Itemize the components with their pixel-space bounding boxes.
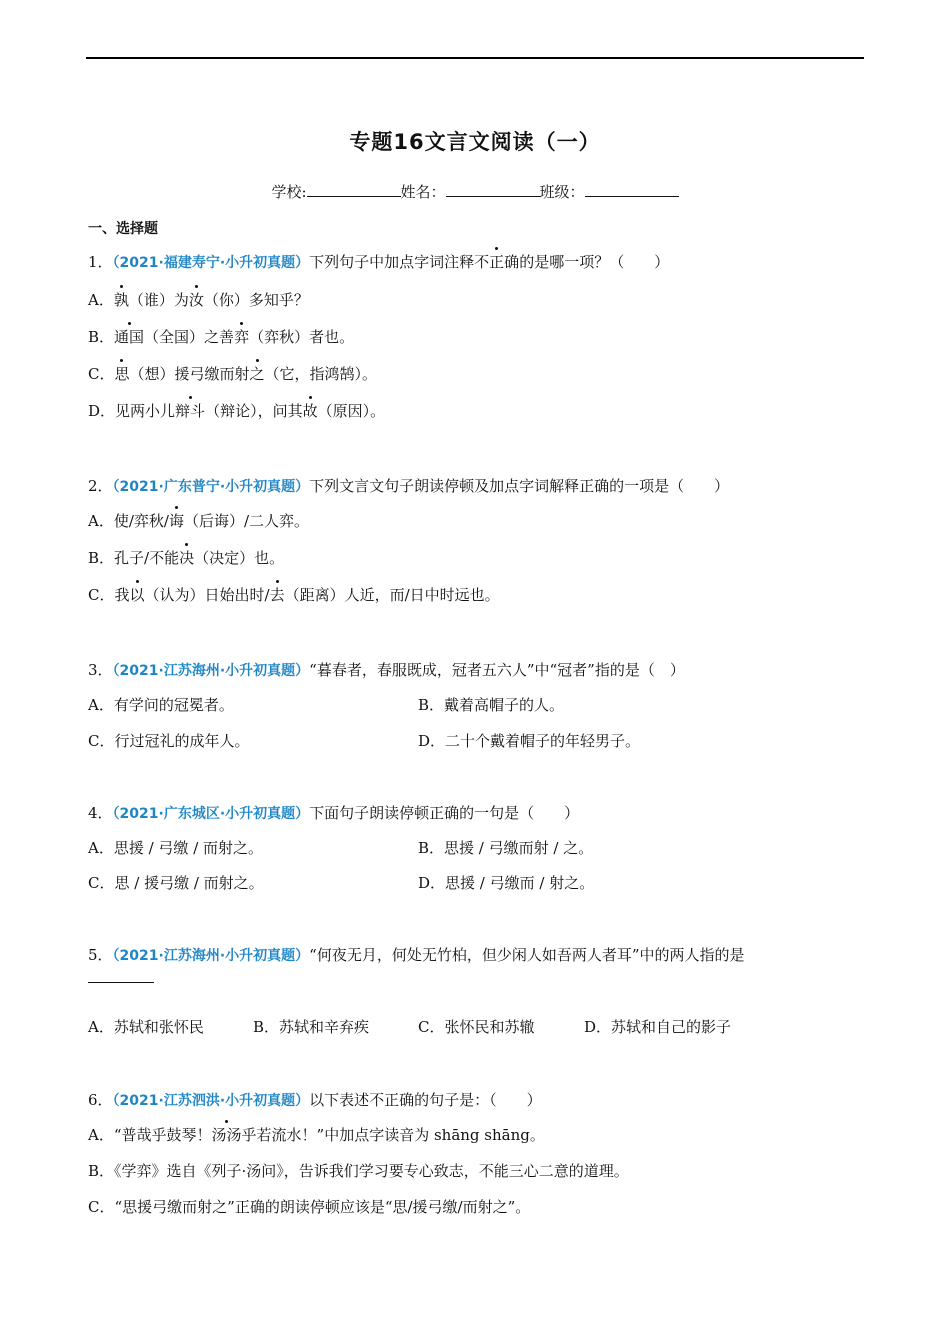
- question-4-option-d[interactable]: D．思援 / 弓缴而 / 射之。: [418, 874, 595, 892]
- question-4-option-b[interactable]: B．思援 / 弓缴而射 / 之。: [418, 839, 594, 857]
- name-label: 姓名：: [400, 183, 446, 201]
- question-1-option-a[interactable]: A．孰（谁）为汝（你）多知乎？: [88, 291, 309, 309]
- question-4-option-a[interactable]: A．思援 / 弓缴 / 而射之。: [88, 839, 264, 857]
- question-3-option-a[interactable]: A．有学问的冠冕者。: [88, 696, 234, 714]
- question-6-option-c[interactable]: C．“思援弓缴而射之”正确的朗读停顿应该是“思/援弓缴/而射之”。: [88, 1198, 531, 1216]
- question-5-stem: 5．（2021·江苏海州·小升初真题）“何夜无月，何处无竹柏，但少闲人如吾两人者耳”中的两人指的是: [88, 946, 745, 964]
- question-source: （2021·福建寿宁·小升初真题）: [112, 255, 310, 271]
- question-6-stem: 6．（2021·江苏泗洪·小升初真题）以下表述不正确的句子是：（ ）: [88, 1091, 542, 1109]
- class-label: 班级：: [539, 183, 585, 201]
- question-2-option-b[interactable]: B．孔子/不能决（决定）也。: [88, 549, 285, 567]
- question-1-option-b[interactable]: B．通国（全国）之善弈（弈秋）者也。: [88, 328, 355, 346]
- question-6-option-a[interactable]: A．“普哉乎鼓琴！汤汤乎若流水！”中加点字读音为 shāng shāng。: [88, 1126, 545, 1144]
- question-4-stem: 4．（2021·广东城区·小升初真题）下面句子朗读停顿正确的一句是（ ）: [88, 804, 580, 822]
- question-3-option-b[interactable]: B．戴着高帽子的人。: [418, 696, 565, 714]
- student-info: [0, 181, 950, 202]
- question-source: （2021·江苏泗洪·小升初真题）: [112, 1093, 310, 1109]
- question-1-stem: 1．（2021·福建寿宁·小升初真题）下列句子中加点字词注释不正确的是哪一项？（ ）: [88, 253, 670, 271]
- question-2-stem: 2．（2021·广东普宁·小升初真题）下列文言文句子朗读停顿及加点字词解释正确的一项是（ ）: [88, 477, 730, 495]
- question-5-option-c[interactable]: C．张怀民和苏辙: [418, 1018, 535, 1036]
- question-source: （2021·广东城区·小升初真题）: [112, 806, 310, 822]
- question-3-stem: 3．（2021·江苏海州·小升初真题）“暮春者，春服既成，冠者五六人”中“冠者”指的是（ ）: [88, 661, 685, 679]
- question-source: （2021·广东普宁·小升初真题）: [112, 479, 310, 495]
- dotted-text: 不正确: [474, 253, 520, 271]
- question-5-option-b[interactable]: B．苏轼和辛弃疾: [253, 1018, 370, 1036]
- section-title: 一、选择题: [88, 221, 158, 237]
- question-4-option-c[interactable]: C．思 / 援弓缴 / 而射之。: [88, 874, 264, 892]
- page-title: 专题16文言文阅读（一）: [349, 130, 601, 154]
- question-3-option-c[interactable]: C．行过冠礼的成年人。: [88, 732, 250, 750]
- question-5-option-a[interactable]: A．苏轼和张怀民: [88, 1018, 204, 1036]
- question-6-option-b[interactable]: B．《学弈》选自《列子·汤问》，告诉我们学习要专心致志，不能三心二意的道理。: [88, 1162, 629, 1180]
- question-2-option-c[interactable]: C．我以（认为）日始出时/去（距离）人近，而/日中时远也。: [88, 586, 500, 604]
- school-label: 学校:: [271, 183, 307, 201]
- class-blank[interactable]: [585, 182, 679, 197]
- question-5-option-d[interactable]: D．苏轼和自己的影子: [584, 1018, 732, 1036]
- question-3-option-d[interactable]: D．二十个戴着帽子的年轻男子。: [418, 732, 641, 750]
- question-source: （2021·江苏海州·小升初真题）: [112, 663, 310, 679]
- header-rule: [86, 57, 864, 59]
- name-blank[interactable]: [446, 182, 540, 197]
- school-blank[interactable]: [307, 182, 401, 197]
- question-source: （2021·江苏海州·小升初真题）: [112, 948, 310, 964]
- question-1-option-d[interactable]: D．见两小儿辩斗（辩论），问其故（原因）。: [88, 402, 386, 420]
- question-2-option-a[interactable]: A．使/弈秋/诲（后诲）/二人弈。: [88, 512, 310, 530]
- question-1-option-c[interactable]: C．思（想）援弓缴而射之（它，指鸿鹄）。: [88, 365, 378, 383]
- answer-blank[interactable]: [88, 982, 154, 983]
